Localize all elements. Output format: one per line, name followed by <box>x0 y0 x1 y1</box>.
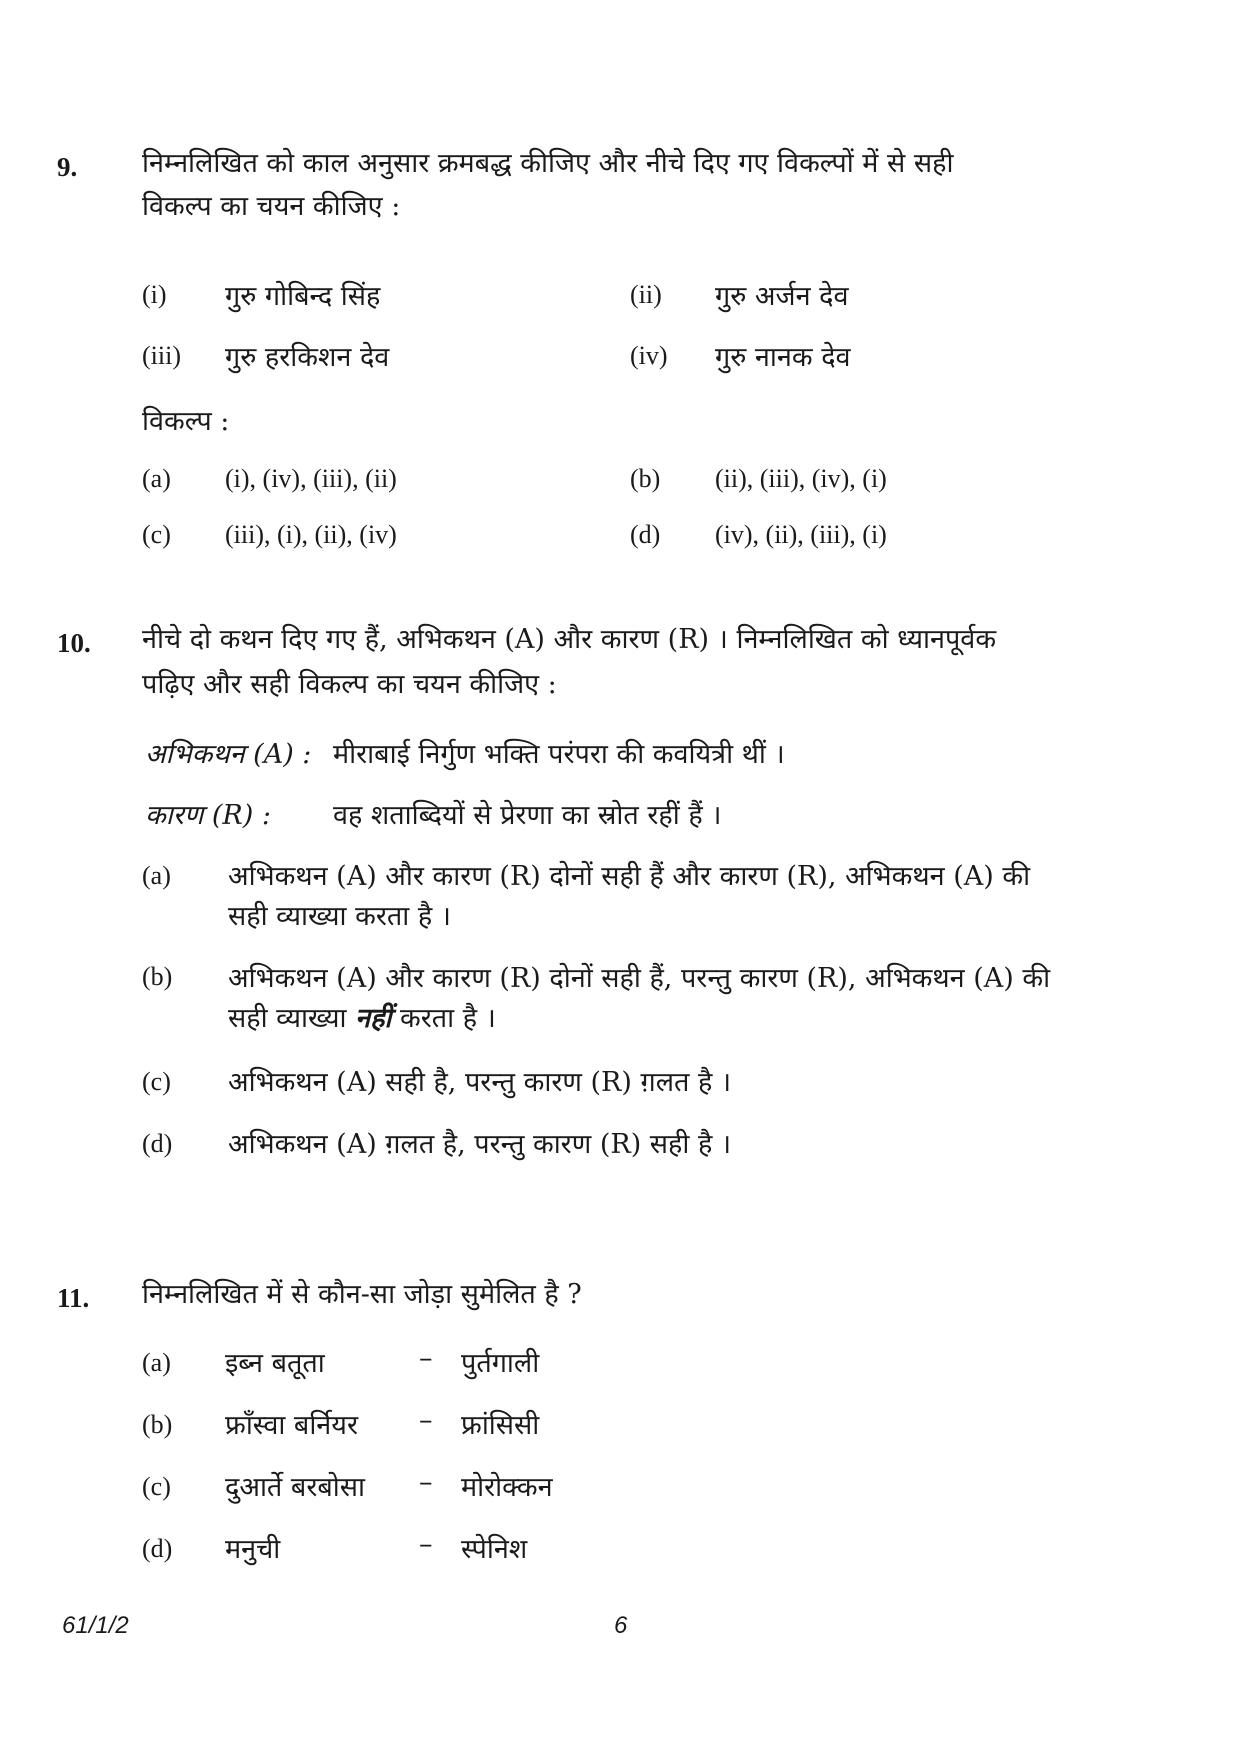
q11-option-right[interactable]: स्पेनिश <box>461 1534 528 1565</box>
q10-option-b-pre: सही व्याख्या <box>228 1003 356 1034</box>
paper-code: 61/1/2 <box>62 1612 129 1639</box>
q11-dash: – <box>419 1467 433 1498</box>
q11-dash: – <box>419 1529 433 1560</box>
q10-option-text-cont[interactable] <box>228 998 496 1035</box>
q10-option-b-post: करता है । <box>391 1003 496 1034</box>
q9-option-label: (d) <box>630 520 661 549</box>
q9-item-label: (i) <box>142 280 167 309</box>
q11-option-left[interactable]: इब्न बतूता <box>225 1348 325 1379</box>
q11-dash: – <box>419 1343 433 1374</box>
q11-option-right[interactable]: फ्रांसिसी <box>461 1410 540 1441</box>
q10-option-label: (b) <box>142 962 173 991</box>
q10-option-text[interactable]: अभिकथन (A) ग़लत है, परन्तु कारण (R) सही है । <box>228 1129 732 1160</box>
q11-number: 11. <box>57 1283 90 1313</box>
q11-option-label: (a) <box>142 1348 171 1377</box>
q10-option-label: (a) <box>142 861 171 890</box>
q11-option-right[interactable]: पुर्तगाली <box>461 1348 540 1379</box>
q11-option-left[interactable]: फ्राँस्वा बर्नियर <box>225 1410 358 1441</box>
q11-option-label: (d) <box>142 1534 173 1563</box>
q10-option-text[interactable]: अभिकथन (A) सही है, परन्तु कारण (R) ग़लत है । <box>228 1067 732 1098</box>
q9-option-text[interactable]: (iii), (i), (ii), (iv) <box>225 520 397 549</box>
q11-option-label: (c) <box>142 1472 171 1501</box>
q11-dash: – <box>419 1405 433 1436</box>
q10-number: 10. <box>57 628 91 658</box>
q11-option-left[interactable]: दुआर्ते बरबोसा <box>225 1472 366 1503</box>
q9-item-text: गुरु अर्जन देव <box>715 281 849 312</box>
assertion-label: अभिकथन (A) : <box>145 739 312 770</box>
q9-item-label: (ii) <box>630 280 662 309</box>
q9-option-label: (c) <box>142 520 171 549</box>
q10-option-text[interactable]: अभिकथन (A) और कारण (R) दोनों सही हैं, परन्तु कारण (R), अभिकथन (A) की <box>228 963 1051 994</box>
q10-option-text-cont[interactable]: सही व्याख्या करता है । <box>228 901 451 932</box>
q11-option-right[interactable]: मोरोक्कन <box>461 1472 553 1503</box>
q9-option-text[interactable]: (ii), (iii), (iv), (i) <box>715 464 887 493</box>
q9-stem-line2: विकल्प का चयन कीजिए : <box>142 191 401 222</box>
q11-option-left[interactable]: मनुची <box>225 1534 281 1565</box>
q9-options-heading: विकल्प : <box>142 406 230 437</box>
q9-option-text[interactable]: (i), (iv), (iii), (ii) <box>225 464 397 493</box>
q9-item-label: (iv) <box>630 341 668 370</box>
q9-item-text: गुरु हरकिशन देव <box>225 342 390 373</box>
q10-option-text[interactable]: अभिकथन (A) और कारण (R) दोनों सही हैं और कारण (R), अभिकथन (A) की <box>228 861 1031 892</box>
q9-item-label: (iii) <box>142 341 181 370</box>
q9-option-label: (a) <box>142 464 171 493</box>
assertion-text: मीराबाई निर्गुण भक्ति परंपरा की कवयित्री थीं । <box>333 739 785 770</box>
q9-option-label: (b) <box>630 464 661 493</box>
q10-stem-line1: नीचे दो कथन दिए गए हैं, अभिकथन (A) और कारण (R) । निम्नलिखित को ध्यानपूर्वक <box>142 624 997 655</box>
q11-option-label: (b) <box>142 1410 173 1439</box>
q10-option-b-emphasis: नहीं <box>355 1003 392 1034</box>
reason-label: कारण (R) : <box>145 800 271 831</box>
q9-item-text: गुरु नानक देव <box>715 342 851 373</box>
q10-option-label: (c) <box>142 1067 171 1096</box>
reason-text: वह शताब्दियों से प्रेरणा का स्रोत रहीं हैं । <box>333 800 722 831</box>
page-number: 6 <box>614 1612 628 1639</box>
q9-option-text[interactable]: (iv), (ii), (iii), (i) <box>715 520 887 549</box>
q9-stem-line1: निम्नलिखित को काल अनुसार क्रमबद्ध कीजिए और नीचे दिए गए विकल्पों में से सही <box>142 148 954 179</box>
q10-stem-line2: पढ़िए और सही विकल्प का चयन कीजिए : <box>142 669 557 700</box>
q9-item-text: गुरु गोबिन्द सिंह <box>225 281 381 312</box>
q11-stem: निम्नलिखित में से कौन-सा जोड़ा सुमेलित है ? <box>142 1279 582 1310</box>
q10-option-label: (d) <box>142 1129 173 1158</box>
q9-number: 9. <box>57 152 78 182</box>
